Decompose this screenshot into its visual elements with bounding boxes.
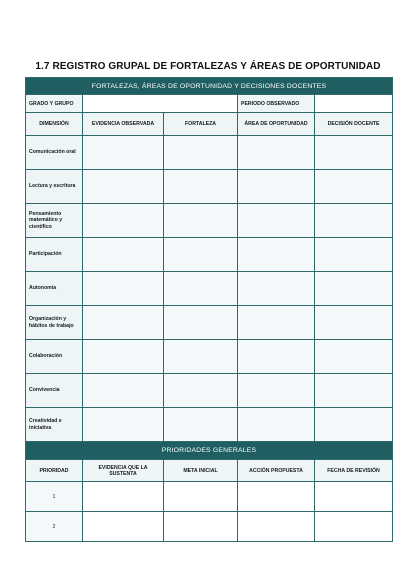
- grado-label: GRADO Y GRUPO: [26, 95, 83, 113]
- table-row: [26, 136, 393, 170]
- strength-cell[interactable]: [164, 136, 238, 170]
- strength-cell[interactable]: [164, 374, 238, 408]
- decision-cell[interactable]: [315, 272, 393, 306]
- opportunity-cell[interactable]: [238, 306, 315, 340]
- evidence-cell[interactable]: [83, 238, 164, 272]
- decision-cell[interactable]: [315, 238, 393, 272]
- opportunity-cell[interactable]: [238, 170, 315, 204]
- opportunity-cell[interactable]: [238, 374, 315, 408]
- evidence-cell[interactable]: [83, 340, 164, 374]
- table-row: [26, 170, 393, 204]
- col-header-evidencia-sustenta: EVIDENCIA QUE LA SUSTENTA: [83, 460, 164, 482]
- evidence-cell[interactable]: [83, 482, 164, 512]
- evidence-cell[interactable]: [83, 374, 164, 408]
- strength-cell[interactable]: [164, 272, 238, 306]
- col-header-prioridad: PRIORIDAD: [26, 460, 83, 482]
- goal-cell[interactable]: [164, 482, 238, 512]
- opportunity-cell[interactable]: [238, 136, 315, 170]
- dimension-label: Autonomía: [26, 272, 83, 306]
- table-row: [26, 408, 393, 442]
- table-row: [26, 238, 393, 272]
- table-row: [26, 272, 393, 306]
- strength-cell[interactable]: [164, 170, 238, 204]
- decision-cell[interactable]: [315, 408, 393, 442]
- decision-cell[interactable]: [315, 136, 393, 170]
- dimension-label: Creatividad e iniciativa: [26, 408, 83, 442]
- evidence-cell[interactable]: [83, 204, 164, 238]
- dimension-label: Pensamiento matemático y científico: [26, 204, 83, 238]
- opportunity-cell[interactable]: [238, 408, 315, 442]
- action-cell[interactable]: [238, 482, 315, 512]
- table-row: [26, 306, 393, 340]
- evidence-cell[interactable]: [83, 272, 164, 306]
- strength-cell[interactable]: [164, 408, 238, 442]
- strength-cell[interactable]: [164, 204, 238, 238]
- priorities-table: [25, 441, 393, 542]
- action-cell[interactable]: [238, 512, 315, 542]
- dimension-label: Organización y hábitos de trabajo: [26, 306, 83, 340]
- periodo-label: PERIODO OBSERVADO: [238, 95, 315, 113]
- dimension-label: Lectura y escritura: [26, 170, 83, 204]
- dimension-label: Colaboración: [26, 340, 83, 374]
- opportunity-cell[interactable]: [238, 340, 315, 374]
- dimension-label: Comunicación oral: [26, 136, 83, 170]
- decision-cell[interactable]: [315, 170, 393, 204]
- col-header-fecha: FECHA DE REVISIÓN: [315, 460, 393, 482]
- dimension-label: Convivencia: [26, 374, 83, 408]
- goal-cell[interactable]: [164, 512, 238, 542]
- evidence-cell[interactable]: [83, 408, 164, 442]
- opportunity-cell[interactable]: [238, 272, 315, 306]
- col-header-evidencia: EVIDENCIA OBSERVADA: [83, 113, 164, 136]
- opportunity-cell[interactable]: [238, 238, 315, 272]
- col-header-accion: ACCIÓN PROPUESTA: [238, 460, 315, 482]
- strength-cell[interactable]: [164, 238, 238, 272]
- col-header-decision: DECISIÓN DOCENTE: [315, 113, 393, 136]
- col-header-area: ÁREA DE OPORTUNIDAD: [238, 113, 315, 136]
- grado-field[interactable]: [83, 95, 238, 113]
- col-header-meta: META INICIAL: [164, 460, 238, 482]
- dimension-label: Participación: [26, 238, 83, 272]
- priorities-table-header: PRIORIDADES GENERALES: [26, 442, 393, 460]
- strengths-table: [25, 77, 393, 442]
- strength-cell[interactable]: [164, 340, 238, 374]
- evidence-cell[interactable]: [83, 136, 164, 170]
- decision-cell[interactable]: [315, 306, 393, 340]
- table-row: [26, 340, 393, 374]
- strengths-table-header: FORTALEZAS, ÁREAS DE OPORTUNIDAD Y DECISIONES DOCENTES: [26, 78, 393, 95]
- evidence-cell[interactable]: [83, 306, 164, 340]
- priority-number: 2: [26, 512, 83, 542]
- priority-number: 1: [26, 482, 83, 512]
- col-header-dimension: DIMENSIÓN: [26, 113, 83, 136]
- review-date-cell[interactable]: [315, 512, 393, 542]
- evidence-cell[interactable]: [83, 170, 164, 204]
- table-row: [26, 512, 393, 542]
- decision-cell[interactable]: [315, 374, 393, 408]
- strength-cell[interactable]: [164, 306, 238, 340]
- evidence-cell[interactable]: [83, 512, 164, 542]
- page-title: 1.7 REGISTRO GRUPAL DE FORTALEZAS Y ÁREAS DE OPORTUNIDAD: [35, 61, 381, 72]
- decision-cell[interactable]: [315, 340, 393, 374]
- periodo-field[interactable]: [315, 95, 393, 113]
- opportunity-cell[interactable]: [238, 204, 315, 238]
- decision-cell[interactable]: [315, 204, 393, 238]
- table-row: [26, 204, 393, 238]
- table-row: [26, 374, 393, 408]
- table-row: [26, 482, 393, 512]
- col-header-fortaleza: FORTALEZA: [164, 113, 238, 136]
- review-date-cell[interactable]: [315, 482, 393, 512]
